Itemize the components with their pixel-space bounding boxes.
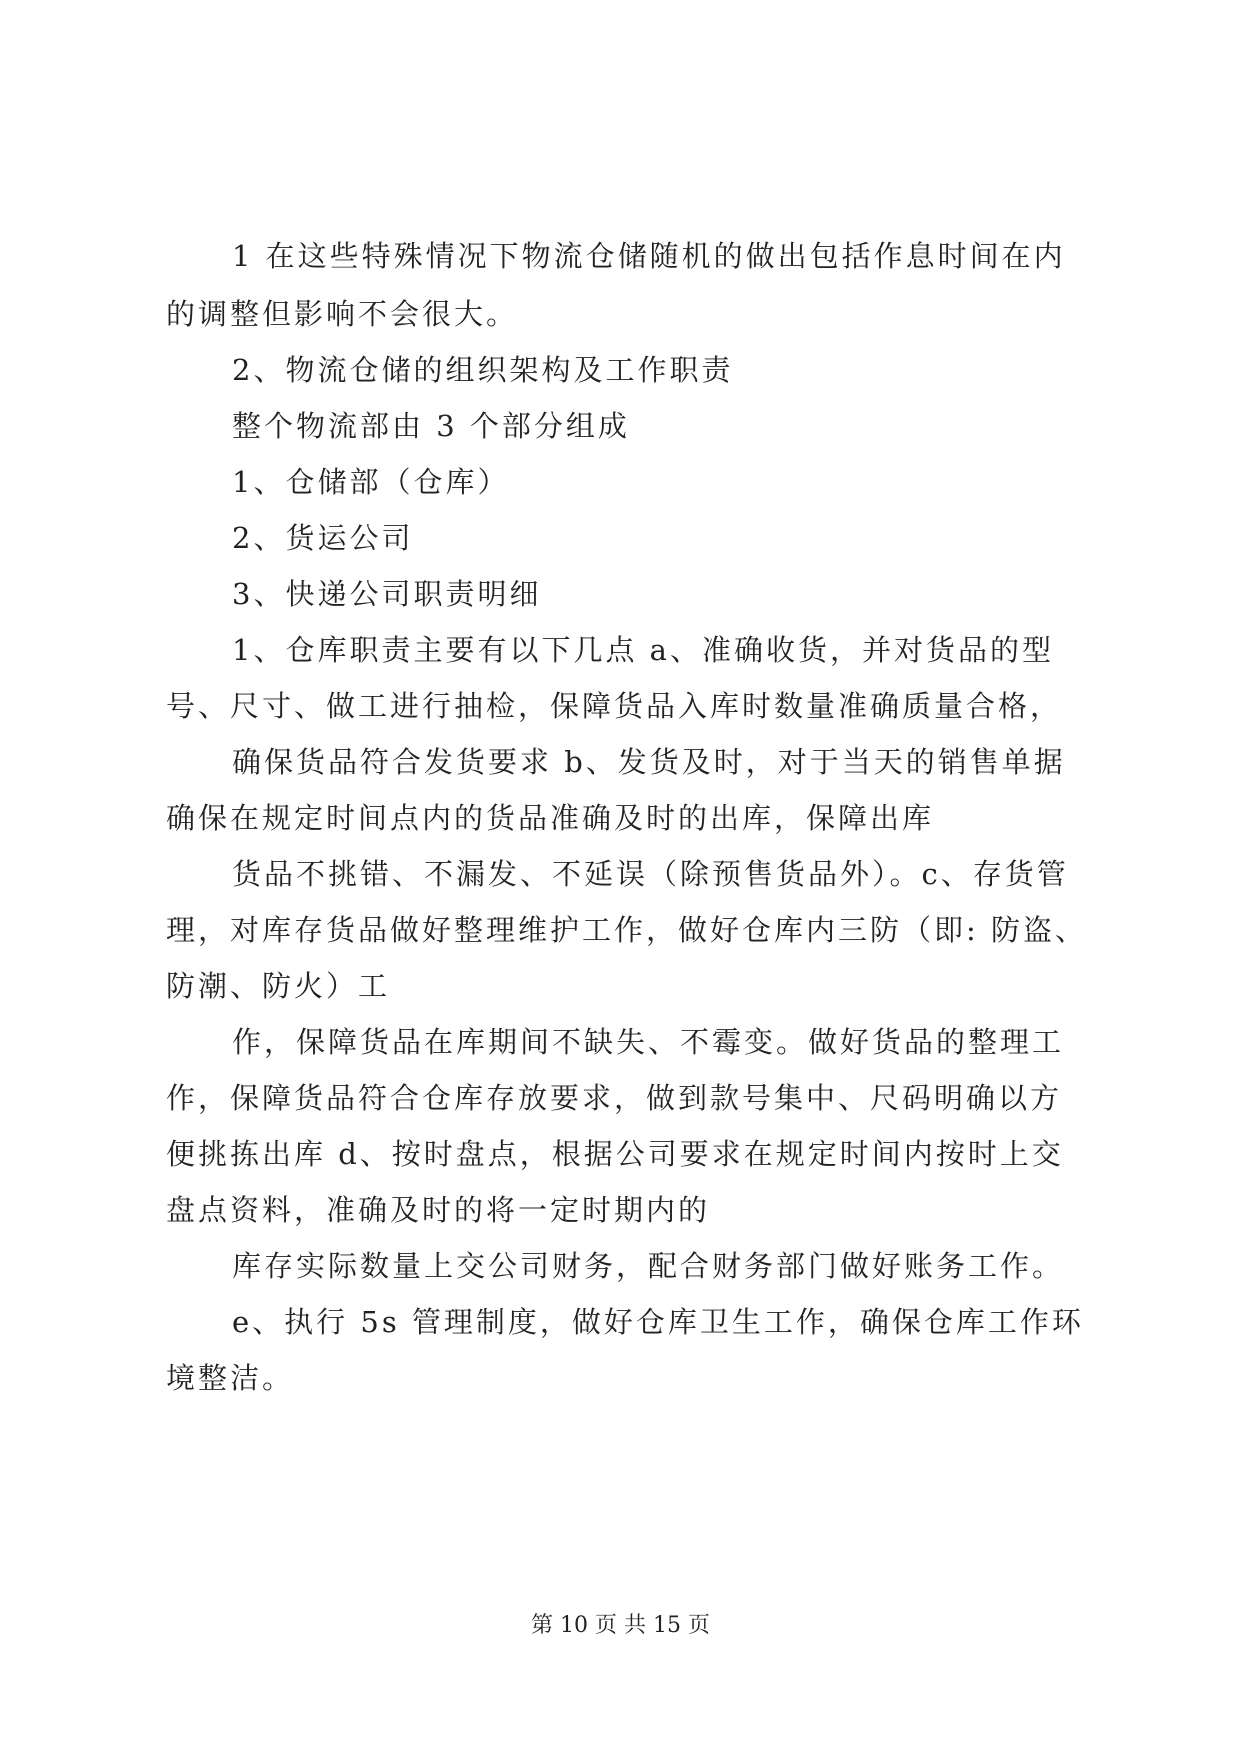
paragraph-line: 1、仓库职责主要有以下几点 a、准确收货，并对货品的型 bbox=[232, 633, 1054, 667]
paragraph-line: 作，保障货品在库期间不缺失、不霉变。做好货品的整理工 bbox=[232, 1025, 1065, 1059]
paragraph-line: 库存实际数量上交公司财务，配合财务部门做好账务工作。 bbox=[232, 1249, 1065, 1283]
section-heading: 2、物流仓储的组织架构及工作职责 bbox=[232, 353, 734, 387]
list-item: 1、仓储部（仓库） bbox=[232, 465, 510, 499]
paragraph-line: 1 在这些特殊情况下物流仓储随机的做出包括作息时间在内 bbox=[232, 239, 1066, 273]
paragraph-line: 便挑拣出库 d、按时盘点，根据公司要求在规定时间内按时上交 bbox=[166, 1137, 1064, 1171]
paragraph-line: 整个物流部由 3 个部分组成 bbox=[232, 409, 630, 443]
paragraph-line: 盘点资料，准确及时的将一定时期内的 bbox=[166, 1193, 711, 1227]
paragraph-line: 理，对库存货品做好整理维护工作，做好仓库内三防（即: 防盗、 bbox=[166, 913, 1087, 947]
paragraph-line: 确保在规定时间点内的货品准确及时的出库，保障出库 bbox=[166, 801, 935, 835]
paragraph-line: e、执行 5s 管理制度，做好仓库卫生工作，确保仓库工作环 bbox=[232, 1305, 1084, 1339]
paragraph-line: 作，保障货品符合仓库存放要求，做到款号集中、尺码明确以方 bbox=[166, 1081, 1063, 1115]
paragraph-line: 确保货品符合发货要求 b、发货及时，对于当天的销售单据 bbox=[232, 745, 1066, 779]
page-number-footer: 第 10 页 共 15 页 bbox=[531, 1613, 710, 1638]
paragraph-line: 的调整但影响不会很大。 bbox=[166, 297, 519, 331]
list-item: 2、货运公司 bbox=[232, 521, 414, 555]
paragraph-line: 号、尺寸、做工进行抽检，保障货品入库时数量准确质量合格， bbox=[166, 689, 1063, 723]
paragraph-line: 防潮、防火）工 bbox=[166, 969, 391, 1003]
paragraph-line: 货品不挑错、不漏发、不延误（除预售货品外）。c、存货管 bbox=[232, 857, 1069, 891]
paragraph-line: 境整洁。 bbox=[166, 1361, 295, 1395]
list-item: 3、快递公司职责明细 bbox=[232, 577, 542, 611]
